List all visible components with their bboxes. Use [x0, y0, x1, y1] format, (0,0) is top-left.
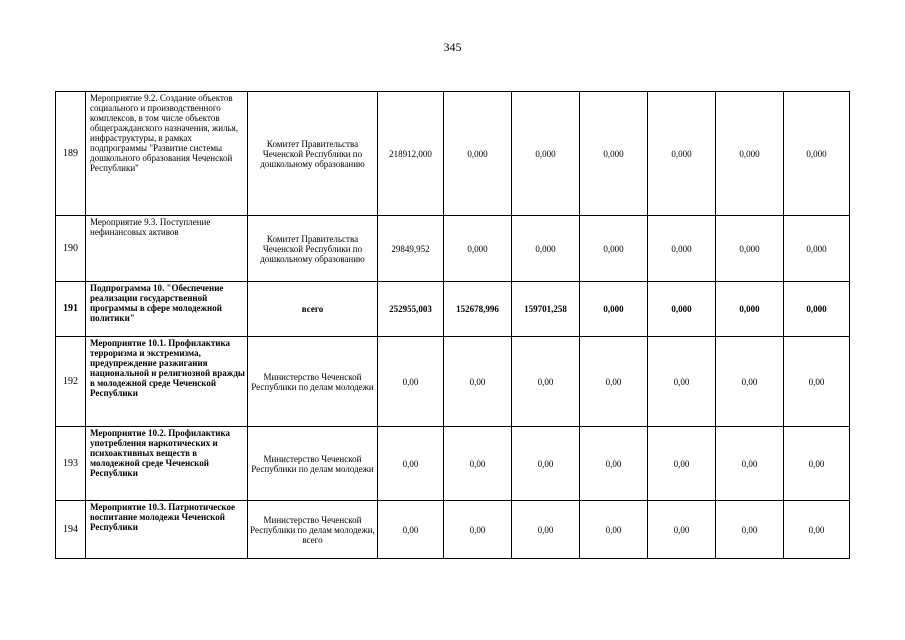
- table-row: [56, 337, 850, 427]
- value-cell: 0,00: [784, 337, 850, 427]
- value-cell: 0,00: [580, 337, 648, 427]
- executor-cell: Комитет Правительства Чеченской Республики по дошкольному образованию: [248, 216, 378, 282]
- value-cell: 0,00: [512, 501, 580, 559]
- value-cell: 0,000: [580, 216, 648, 282]
- value-cell: 0,000: [512, 216, 580, 282]
- value-cell: 0,00: [512, 337, 580, 427]
- row-number: 189: [56, 92, 86, 216]
- row-number: 192: [56, 337, 86, 427]
- table-row: [56, 501, 850, 559]
- value-cell: 0,000: [444, 92, 512, 216]
- value-cell: 0,00: [648, 427, 716, 501]
- value-cell: 0,00: [580, 501, 648, 559]
- page-number: 345: [443, 40, 462, 54]
- row-number: 191: [56, 282, 86, 337]
- value-cell: 0,00: [378, 337, 444, 427]
- measure-description: Мероприятие 10.3. Патриотическое воспитание молодежи Чеченской Республики: [86, 501, 248, 559]
- executor-cell: Министерство Чеченской Республики по делам молодежи, всего: [248, 501, 378, 559]
- value-cell: 0,000: [580, 282, 648, 337]
- value-cell: 0,00: [784, 501, 850, 559]
- measure-description: Мероприятие 10.2. Профилактика употребления наркотических и психоактивных веществ в молодежной среде Чеченской Республики: [86, 427, 248, 501]
- value-cell: 0,000: [580, 92, 648, 216]
- value-cell: 152678,996: [444, 282, 512, 337]
- value-cell: 0,00: [512, 427, 580, 501]
- table-row: [56, 282, 850, 337]
- row-number: 190: [56, 216, 86, 282]
- value-cell: 0,000: [784, 92, 850, 216]
- value-cell: 0,00: [444, 337, 512, 427]
- measure-description: Мероприятие 10.1. Профилактика терроризма и экстремизма, предупреждение разжигания национальной и религиозной вражды в молодежной среде Чеченской Республики: [86, 337, 248, 427]
- value-cell: 0,00: [716, 337, 784, 427]
- table-row: [56, 427, 850, 501]
- value-cell: 0,00: [444, 501, 512, 559]
- value-cell: 0,00: [648, 337, 716, 427]
- value-cell: 0,000: [648, 282, 716, 337]
- value-cell: 0,000: [512, 92, 580, 216]
- value-cell: 159701,258: [512, 282, 580, 337]
- row-number: 193: [56, 427, 86, 501]
- budget-table: [55, 91, 850, 559]
- executor-cell: Комитет Правительства Чеченской Республики по дошкольному образованию: [248, 92, 378, 216]
- value-cell: 0,00: [784, 427, 850, 501]
- table-row: [56, 92, 850, 216]
- value-cell: 218912,000: [378, 92, 444, 216]
- executor-cell: всего: [248, 282, 378, 337]
- value-cell: 0,000: [716, 92, 784, 216]
- measure-description: Подпрограмма 10. "Обеспечение реализации государственной программы в сфере молодежной политики": [86, 282, 248, 337]
- value-cell: 0,000: [648, 216, 716, 282]
- value-cell: 0,00: [378, 501, 444, 559]
- measure-description: Мероприятие 9.3. Поступление нефинансовых активов: [86, 216, 248, 282]
- executor-cell: Министерство Чеченской Республики по делам молодежи: [248, 337, 378, 427]
- value-cell: 0,00: [648, 501, 716, 559]
- value-cell: 0,000: [784, 216, 850, 282]
- value-cell: 0,00: [716, 501, 784, 559]
- value-cell: 0,000: [648, 92, 716, 216]
- value-cell: 0,00: [580, 427, 648, 501]
- value-cell: 0,000: [716, 216, 784, 282]
- value-cell: 29849,952: [378, 216, 444, 282]
- value-cell: 0,00: [378, 427, 444, 501]
- value-cell: 252955,003: [378, 282, 444, 337]
- value-cell: 0,000: [444, 216, 512, 282]
- value-cell: 0,00: [716, 427, 784, 501]
- value-cell: 0,000: [784, 282, 850, 337]
- executor-cell: Министерство Чеченской Республики по делам молодежи: [248, 427, 378, 501]
- value-cell: 0,00: [444, 427, 512, 501]
- table-row: [56, 216, 850, 282]
- measure-description: Мероприятие 9.2. Создание объектов социального и производственного комплексов, в том числе объектов общегражданского назначения, жилья, инфраструктуры, в рамках подпрограммы "Развитие системы дошкольного образования Чеченской Республики": [86, 92, 248, 216]
- row-number: 194: [56, 501, 86, 559]
- value-cell: 0,000: [716, 282, 784, 337]
